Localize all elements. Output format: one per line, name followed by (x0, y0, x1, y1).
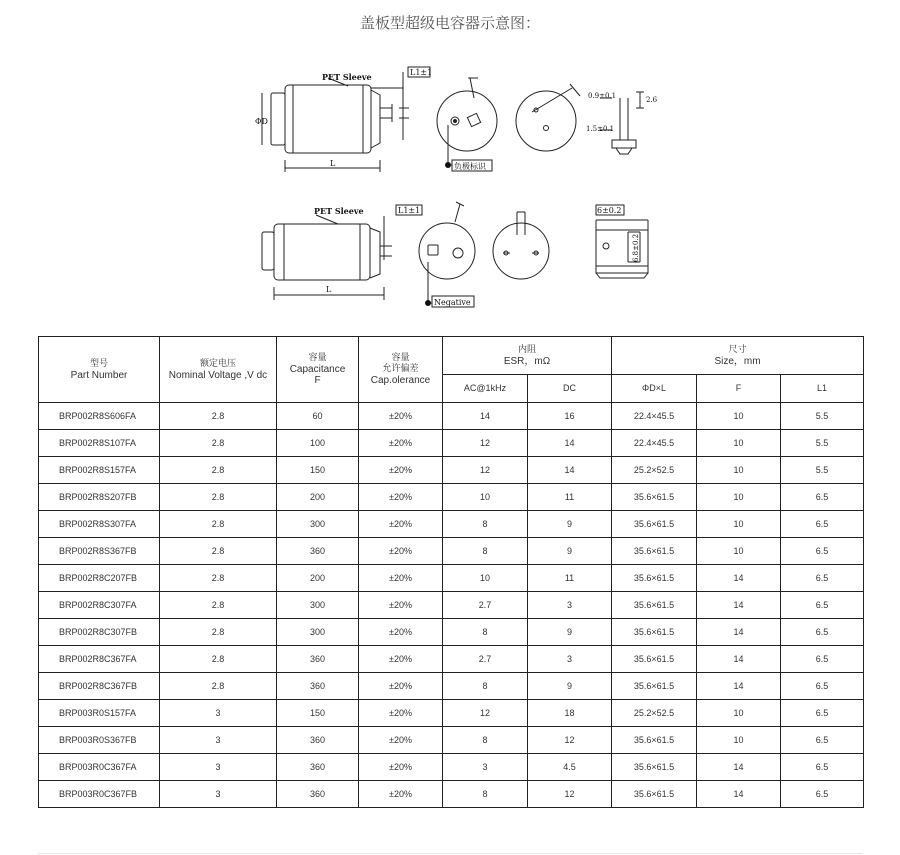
cell-voltage: 3 (160, 700, 277, 727)
cell-size-dl: 35.6×61.5 (612, 673, 697, 700)
cell-esr-dc: 12 (528, 781, 612, 808)
table-row (39, 565, 864, 592)
cell-voltage: 2.8 (160, 592, 277, 619)
cell-tolerance: ±20% (359, 673, 443, 700)
cell-esr-ac: 10 (443, 484, 528, 511)
cell-size-l1: 6.5 (781, 619, 864, 646)
top-l-label: L (330, 159, 336, 168)
cell-size-dl: 35.6×61.5 (612, 727, 697, 754)
cell-voltage: 3 (160, 727, 277, 754)
cell-capacitance: 360 (277, 646, 359, 673)
cell-voltage: 2.8 (160, 538, 277, 565)
cell-esr-dc: 14 (528, 457, 612, 484)
cell-size-dl: 35.6×61.5 (612, 646, 697, 673)
table-row (39, 727, 864, 754)
cell-voltage: 2.8 (160, 565, 277, 592)
cell-capacitance: 360 (277, 754, 359, 781)
cell-esr-ac: 12 (443, 700, 528, 727)
header-tolerance: 容量 允许偏差 Cap.olerance (359, 337, 443, 403)
header-size: 尺寸 Size，mm (612, 337, 864, 375)
cell-tolerance: ±20% (359, 565, 443, 592)
cell-esr-dc: 9 (528, 673, 612, 700)
cell-size-l1: 6.5 (781, 673, 864, 700)
cell-size-f: 10 (697, 457, 781, 484)
top-negative-label: 负极标识 (454, 162, 486, 171)
cell-part: BRP002R8S157FA (39, 457, 160, 484)
cell-esr-dc: 9 (528, 619, 612, 646)
cell-size-f: 10 (697, 727, 781, 754)
table-row (39, 781, 864, 808)
top-d-label: ΦD (255, 117, 268, 126)
cell-size-l1: 6.5 (781, 511, 864, 538)
cell-esr-dc: 16 (528, 403, 612, 430)
cell-capacitance: 60 (277, 403, 359, 430)
cell-voltage: 3 (160, 781, 277, 808)
cell-esr-ac: 8 (443, 727, 528, 754)
bottom-negative-marker-icon (425, 300, 431, 306)
bottom-back-view (493, 212, 549, 279)
top-negative-marker-icon (445, 162, 451, 168)
bottom-pet-sleeve-label: PET Sleeve (314, 206, 364, 216)
cell-size-dl: 35.6×61.5 (612, 781, 697, 808)
cell-esr-dc: 4.5 (528, 754, 612, 781)
cell-voltage: 3 (160, 754, 277, 781)
cell-esr-ac: 10 (443, 565, 528, 592)
cell-esr-dc: 9 (528, 538, 612, 565)
cell-size-f: 10 (697, 511, 781, 538)
table-row (39, 403, 864, 430)
cell-voltage: 2.8 (160, 646, 277, 673)
cell-esr-ac: 2.7 (443, 646, 528, 673)
cell-size-f: 14 (697, 754, 781, 781)
cell-size-l1: 5.5 (781, 403, 864, 430)
dim-2-6: 2.6 (646, 96, 658, 104)
dim-0-9: 0.9±0.1 (588, 92, 617, 100)
dim-1-5: 1.5±0.1 (586, 125, 615, 133)
cell-size-dl: 35.6×61.5 (612, 619, 697, 646)
header-size-f: F (697, 375, 781, 403)
capacitor-diagram (0, 0, 900, 330)
table-row (39, 511, 864, 538)
cell-part: BRP002R8S307FA (39, 511, 160, 538)
cell-esr-ac: 8 (443, 538, 528, 565)
table-row (39, 457, 864, 484)
table-row (39, 484, 864, 511)
cell-capacitance: 100 (277, 430, 359, 457)
bottom-divider (38, 853, 863, 854)
header-esr-dc: DC (528, 375, 612, 403)
cell-part: BRP002R8C207FB (39, 565, 160, 592)
cell-capacitance: 360 (277, 538, 359, 565)
cell-tolerance: ±20% (359, 430, 443, 457)
cell-tolerance: ±20% (359, 781, 443, 808)
cell-esr-dc: 9 (528, 511, 612, 538)
cell-size-dl: 35.6×61.5 (612, 754, 697, 781)
cell-voltage: 2.8 (160, 511, 277, 538)
cell-part: BRP002R8S107FA (39, 430, 160, 457)
cell-size-dl: 22.4×45.5 (612, 430, 697, 457)
cell-size-dl: 35.6×61.5 (612, 592, 697, 619)
dim-6-8: 6.8±0.2 (632, 233, 640, 262)
cell-esr-dc: 18 (528, 700, 612, 727)
cell-capacitance: 360 (277, 727, 359, 754)
cell-capacitance: 150 (277, 457, 359, 484)
cell-part: BRP002R8C367FB (39, 673, 160, 700)
table-row (39, 538, 864, 565)
header-esr: 内阻 ESR，mΩ (443, 337, 612, 375)
header-voltage: 额定电压 Nominal Voltage ,V dc (160, 337, 277, 403)
cell-size-f: 10 (697, 700, 781, 727)
top-terminal-detail (600, 92, 644, 154)
table-row (39, 592, 864, 619)
cell-size-dl: 35.6×61.5 (612, 565, 697, 592)
cell-size-dl: 35.6×61.5 (612, 538, 697, 565)
cell-capacitance: 360 (277, 673, 359, 700)
cell-capacitance: 200 (277, 484, 359, 511)
cell-capacitance: 300 (277, 619, 359, 646)
cell-part: BRP003R0C367FA (39, 754, 160, 781)
cell-tolerance: ±20% (359, 727, 443, 754)
header-capacitance: 容量 Capacitance F (277, 337, 359, 403)
cell-esr-ac: 2.7 (443, 592, 528, 619)
cell-size-l1: 5.5 (781, 430, 864, 457)
bottom-l-label: L (326, 285, 332, 294)
cell-part: BRP002R8S207FB (39, 484, 160, 511)
cell-esr-dc: 11 (528, 565, 612, 592)
cell-size-dl: 35.6×61.5 (612, 484, 697, 511)
cell-part: BRP002R8C367FA (39, 646, 160, 673)
table-row (39, 430, 864, 457)
cell-size-f: 14 (697, 619, 781, 646)
cell-size-dl: 35.6×61.5 (612, 511, 697, 538)
cell-tolerance: ±20% (359, 511, 443, 538)
cell-size-l1: 6.5 (781, 646, 864, 673)
cell-capacitance: 300 (277, 511, 359, 538)
cell-size-l1: 6.5 (781, 565, 864, 592)
cell-size-dl: 25.2×52.5 (612, 700, 697, 727)
cell-esr-ac: 12 (443, 430, 528, 457)
cell-size-l1: 6.5 (781, 700, 864, 727)
cell-tolerance: ±20% (359, 700, 443, 727)
cell-size-l1: 6.5 (781, 781, 864, 808)
cell-size-l1: 6.5 (781, 538, 864, 565)
cell-size-l1: 6.5 (781, 727, 864, 754)
cell-size-f: 10 (697, 403, 781, 430)
cell-voltage: 2.8 (160, 457, 277, 484)
page-title: 盖板型超级电容器示意图： (359, 14, 540, 32)
table-row (39, 673, 864, 700)
cell-esr-ac: 3 (443, 754, 528, 781)
cell-size-f: 14 (697, 592, 781, 619)
top-back-view (516, 84, 580, 151)
cell-esr-ac: 8 (443, 619, 528, 646)
cell-esr-dc: 3 (528, 592, 612, 619)
cell-tolerance: ±20% (359, 403, 443, 430)
header-size-l1: L1 (781, 375, 864, 403)
top-l1-label: L1±1 (410, 68, 433, 77)
cell-part: BRP002R8C307FA (39, 592, 160, 619)
cell-esr-dc: 3 (528, 646, 612, 673)
cell-part: BRP003R0C367FB (39, 781, 160, 808)
cell-size-f: 14 (697, 673, 781, 700)
cell-size-l1: 6.5 (781, 754, 864, 781)
cell-size-l1: 6.5 (781, 484, 864, 511)
cell-tolerance: ±20% (359, 592, 443, 619)
header-esr-ac: AC@1kHz (443, 375, 528, 403)
cell-esr-ac: 8 (443, 511, 528, 538)
cell-capacitance: 300 (277, 592, 359, 619)
cell-size-l1: 6.5 (781, 592, 864, 619)
cell-size-l1: 5.5 (781, 457, 864, 484)
bottom-front-view (419, 202, 475, 303)
dim-6: 6±0.2 (597, 206, 622, 215)
header-part-number: 型号 Part Number (39, 337, 160, 403)
table-row (39, 700, 864, 727)
cell-size-f: 14 (697, 646, 781, 673)
bottom-l1-label: L1±1 (398, 206, 421, 215)
cell-size-f: 10 (697, 538, 781, 565)
cell-esr-ac: 8 (443, 673, 528, 700)
cell-tolerance: ±20% (359, 754, 443, 781)
cell-part: BRP002R8S606FA (39, 403, 160, 430)
cell-size-f: 10 (697, 484, 781, 511)
cell-part: BRP002R8C307FB (39, 619, 160, 646)
table-row (39, 646, 864, 673)
table-row (39, 754, 864, 781)
cell-esr-dc: 12 (528, 727, 612, 754)
cell-esr-ac: 14 (443, 403, 528, 430)
cell-tolerance: ±20% (359, 619, 443, 646)
cell-tolerance: ±20% (359, 646, 443, 673)
cell-voltage: 2.8 (160, 619, 277, 646)
cell-capacitance: 150 (277, 700, 359, 727)
cell-esr-dc: 14 (528, 430, 612, 457)
cell-voltage: 2.8 (160, 430, 277, 457)
cell-size-f: 14 (697, 565, 781, 592)
cell-size-dl: 25.2×52.5 (612, 457, 697, 484)
bottom-terminal-detail (596, 220, 648, 278)
cell-tolerance: ±20% (359, 484, 443, 511)
cell-part: BRP003R0S367FB (39, 727, 160, 754)
cell-voltage: 2.8 (160, 673, 277, 700)
top-front-view (437, 78, 497, 165)
cell-esr-ac: 8 (443, 781, 528, 808)
table-row (39, 619, 864, 646)
cell-part: BRP002R8S367FB (39, 538, 160, 565)
cell-size-dl: 22.4×45.5 (612, 403, 697, 430)
top-pet-sleeve-label: PET Sleeve (322, 72, 372, 82)
bottom-negative-label: Negative (434, 298, 471, 307)
cell-tolerance: ±20% (359, 538, 443, 565)
spec-table (38, 336, 864, 808)
cell-size-f: 14 (697, 781, 781, 808)
cell-capacitance: 200 (277, 565, 359, 592)
top-side-view (262, 72, 409, 172)
cell-esr-ac: 12 (443, 457, 528, 484)
cell-capacitance: 360 (277, 781, 359, 808)
cell-size-f: 10 (697, 430, 781, 457)
table-body (39, 403, 864, 808)
cell-esr-dc: 11 (528, 484, 612, 511)
cell-part: BRP003R0S157FA (39, 700, 160, 727)
header-size-dl: ΦD×L (612, 375, 697, 403)
cell-voltage: 2.8 (160, 484, 277, 511)
cell-tolerance: ±20% (359, 457, 443, 484)
cell-voltage: 2.8 (160, 403, 277, 430)
